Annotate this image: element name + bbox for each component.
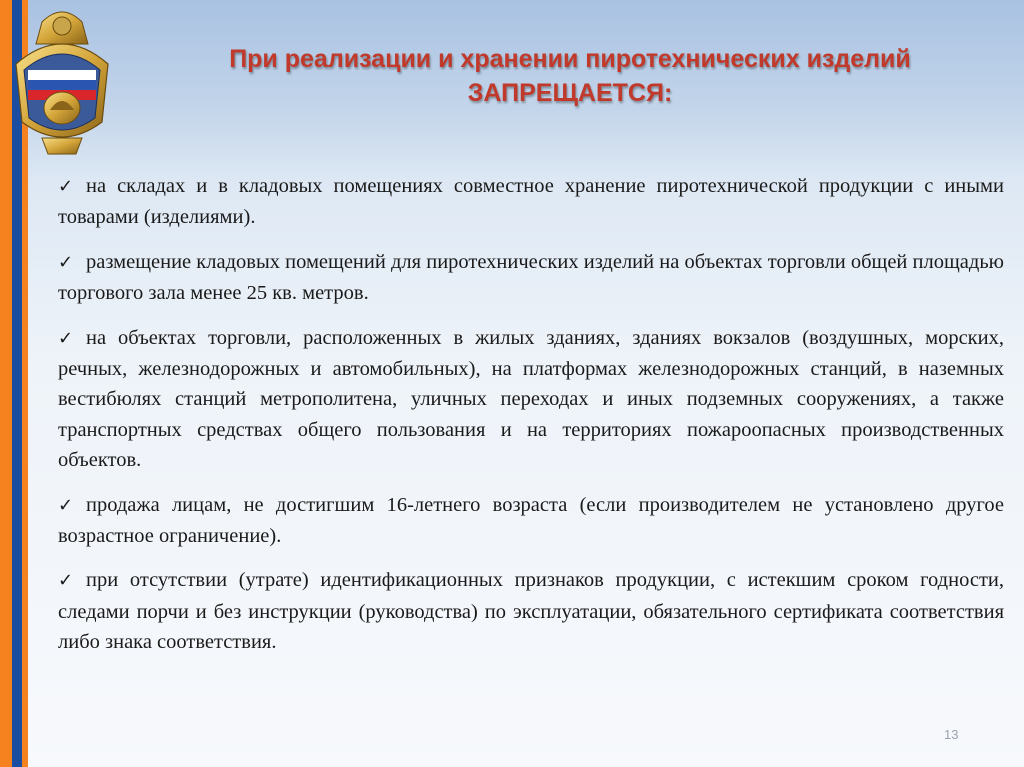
title-line-2: ЗАПРЕЩАЕТСЯ: bbox=[467, 79, 673, 107]
fire-supervision-emblem-icon bbox=[2, 4, 122, 164]
list-item-text: на складах и в кладовых помещениях совместное хранение пиротехнической продукции с иными товарами (изделиями). bbox=[58, 175, 1004, 229]
list-item bbox=[58, 171, 1004, 233]
list-item-text: продажа лицам, не достигшим 16-летнего возраста (если производителем не установлено другое возрастное ограничение). bbox=[58, 493, 1004, 548]
list-item bbox=[58, 247, 1004, 309]
checkmark-icon: ✓ bbox=[58, 251, 74, 273]
title-line-1: При реализации и хранении пиротехнических изделий bbox=[229, 45, 911, 73]
page-number: 13 bbox=[944, 727, 959, 742]
slide-title bbox=[140, 42, 1000, 110]
checkmark-icon: ✓ bbox=[58, 176, 74, 197]
checkmark-icon: ✓ bbox=[58, 327, 74, 349]
prohibitions-list bbox=[58, 171, 1004, 672]
checkmark-icon: ✓ bbox=[58, 494, 74, 516]
list-item bbox=[58, 565, 1004, 657]
checkmark-icon: ✓ bbox=[58, 570, 74, 592]
list-item-text: при отсутствии (утрате) идентификационных признаков продукции, с истекшим сроком годности, следами порчи и без инструкции (руководства) по эксплуатации, обязательного сертификата соответствия либо знака соответствия. bbox=[58, 569, 1004, 654]
list-item-text: размещение кладовых помещений для пиротехнических изделий на объектах торговли общей площадью торгового зала менее 25 кв. метров. bbox=[58, 250, 1004, 305]
list-item bbox=[58, 490, 1004, 552]
list-item bbox=[58, 323, 1004, 476]
list-item-text: на объектах торговли, расположенных в жилых зданиях, зданиях вокзалов (воздушных, морских, речных, железнодорожных и автомобильных), на платформах железнодорожных станций, в наземных вестибюлях станций метрополитена, уличных переходах и иных подземных сооружениях, а также транспортных средствах общего пользования и на территориях пожароопасных производственных объектов. bbox=[58, 326, 1004, 472]
